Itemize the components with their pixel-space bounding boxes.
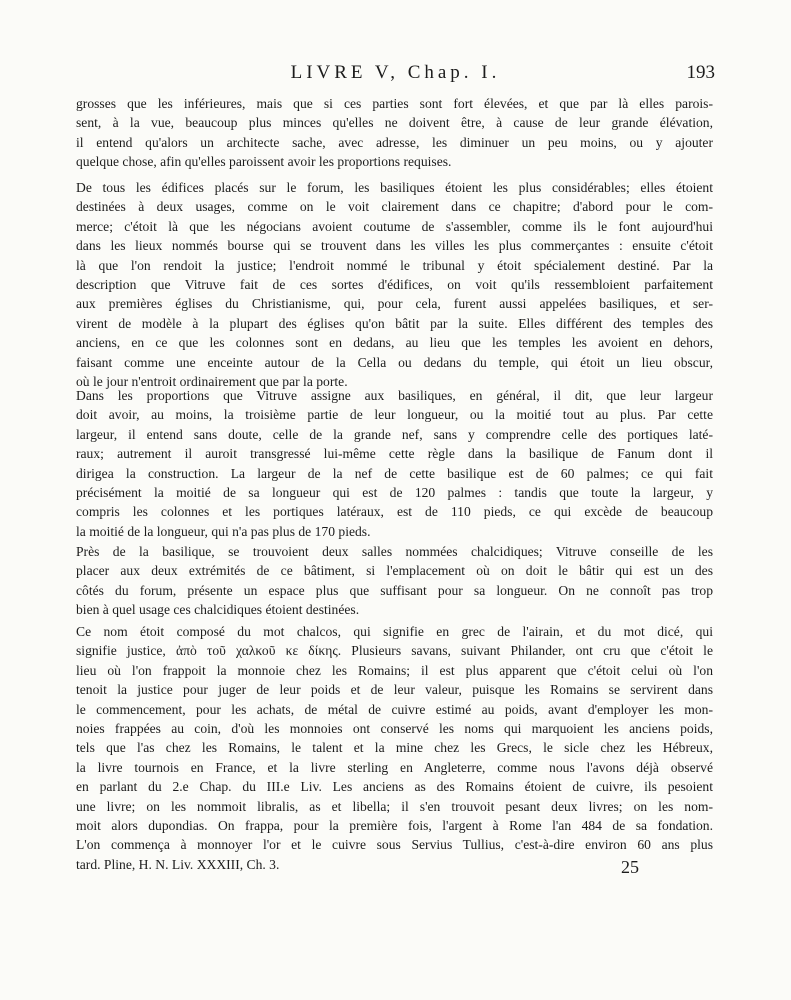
text-line: le commencement, pour les achats, de métal de cuivre estimé au poids, avant d'employer les mon- (76, 701, 713, 717)
text-line: bien à quel usage ces chalcidiques étoient destinées. (76, 602, 360, 618)
text-line: signifie justice, ἀπὸ τοῦ χαλκοῦ κε δίκης. Plusieurs savans, suivant Philander, ont cru que c'étoit le (76, 643, 713, 659)
text-line: Dans les proportions que Vitruve assigne aux basiliques, en général, il dit, que leur largeur (76, 388, 713, 403)
paragraph-1 (76, 94, 713, 172)
text-line: où le jour n'entroit ordinairement que par la porte. (76, 374, 348, 390)
text-line: anciens, en ce que les colonnes sont en dedans, au lieu que les temples les avoient en dehors, (76, 335, 713, 351)
text-line: sent, à la vue, beaucoup plus minces qu'elles ne doivent être, à cause de leur grande élévation, (76, 115, 713, 131)
text-line: Ce nom étoit composé du mot chalcos, qui signifie en grec de l'airain, et du mot dicé, qui (76, 624, 713, 639)
text-line: largeur, il entend sans doute, celle de la grande nef, sans y comprendre celle des portiques laté- (76, 426, 713, 442)
text-line: une livre; on les nommoit libralis, as et libella; il s'en trouvoit pesant deux livres; on les nom- (76, 798, 713, 814)
text-line: De tous les édifices placés sur le forum, les basiliques étoient les plus considérables; elles étoient (76, 180, 713, 195)
text-line: côtés du forum, présente un espace plus que suffisant pour sa longueur. On ne connoît pas trop (76, 582, 713, 598)
text-line: doit avoir, au moins, la troisième partie de leur longueur, ou la moitié tout au plus. Par cette (76, 407, 713, 423)
text-line: tard. Pline, H. N. Liv. XXXIII, Ch. 3. (76, 856, 280, 872)
text-line: grosses que les inférieures, mais que si ces parties sont fort élevées, et que par là elles parois- (76, 96, 713, 111)
text-line: compris les colonnes et les portiques latéraux, est de 110 pieds, ce qui excède de beaucoup (76, 504, 713, 520)
text-line: il entend qu'alors un architecte sache, avec adresse, les diminuer un peu moins, ou y ajouter (76, 134, 713, 150)
text-line: description que Vitruve fait de ces sortes d'édifices, on voit qu'ils ressembloient parfaitement (76, 277, 713, 293)
paragraph-4 (76, 542, 713, 620)
paragraph-5 (76, 622, 713, 874)
text-line: placer aux deux extrémités de ce bâtiment, si l'emplacement où on doit le bâtir qui est un des (76, 563, 713, 579)
text-line: dirigea la construction. La largeur de la nef de cette basilique est de 60 palmes; ce qui fait (76, 465, 713, 481)
text-line: L'on commença à monnoyer l'or et le cuivre sous Servius Tullius, c'est-à-dire environ 60 ans plus (76, 837, 713, 853)
signature-mark: 25 (621, 857, 639, 877)
chapter-title: LIVRE V, Chap. I. (290, 62, 501, 83)
text-line: dans les lieux nommés bourse qui se trouvent dans les villes les plus commerçantes : ensuite c'étoit (76, 238, 713, 254)
page-number: 193 (686, 62, 715, 83)
text-line: noies frappées au coin, d'où les monnoies ont conservé les noms qui marquoient les anciens poids, (76, 721, 713, 737)
text-line: la livre tournois en France, et la livre sterling en Angleterre, comme nous l'avons déjà observé (76, 759, 713, 775)
paragraph-2 (76, 178, 713, 391)
text-line: là que l'on rendoit la justice; l'endroit nommé le tribunal y étoit spécialement destiné. Par la (76, 257, 713, 273)
text-line: moit alors dupondias. On frappa, pour la première fois, l'argent à Rome l'an 484 de sa fondation. (76, 818, 713, 834)
text-line: quelque chose, afin qu'elles paroissent avoir les proportions requises. (76, 154, 452, 170)
text-line: précisément la moitié de sa longueur qui est de 120 palmes : tandis que toute la largeur, y (76, 485, 713, 501)
text-line: raux; autrement il auroit transgressé lui-même cette règle dans la basilique de Fanum dont il (76, 446, 713, 462)
running-head (76, 62, 715, 84)
text-line: la moitié de la longueur, qui n'a pas plus de 170 pieds. (76, 523, 371, 539)
text-line: merce; c'étoit là que les négocians avoient coutume de s'assembler, comme ils le font aujourd'hui (76, 218, 713, 234)
text-line: destinées à deux usages, comme on le voit clairement dans ce chapitre; d'abord pour le com- (76, 199, 713, 215)
text-line: Près de la basilique, se trouvoient deux salles nommées chalcidiques; Vitruve conseille de les (76, 544, 713, 559)
text-line: virent de modèle à la plupart des églises qu'on bâtit par la suite. Elles différent des temples des (76, 315, 713, 331)
paragraph-3 (76, 386, 713, 541)
text-line: aux premières églises du Christianisme, qui, pour cela, furent aussi appelées basiliques, et ser- (76, 296, 713, 312)
text-line: en parlant du 2.e Chap. du III.e Liv. Les anciens as des Romains étoient de cuivre, ils pesoient (76, 779, 713, 795)
text-line: tels que l'as chez les Romains, le talent et la mine chez les Grecs, le sicle chez les Hébreux, (76, 740, 713, 756)
text-line: faisant comme une enceinte autour de la Cella ou dedans du temple, qui étoit un lieu obscur, (76, 354, 713, 370)
text-line: tenoit la justice pour juger de leur poids et de leur valeur, puisque les Romains se servirent dans (76, 682, 713, 698)
text-line: lieu où l'on frappoit la monnoie chez les Romains; il est plus apparent que c'étoit celui où l'on (76, 662, 713, 678)
